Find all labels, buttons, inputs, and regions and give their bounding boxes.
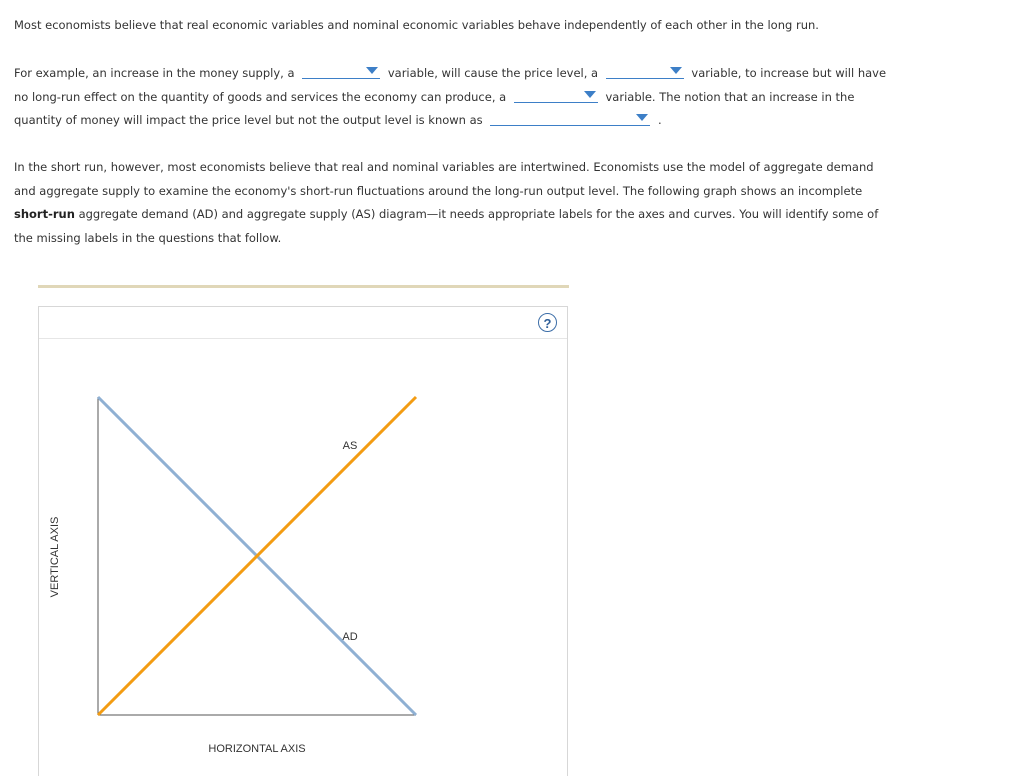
example-paragraph [14,62,886,133]
short-run-line-4: the missing labels in the questions that follow. [14,230,282,245]
notion-name-dropdown[interactable] [490,111,650,126]
ad-label: AD [342,631,358,643]
as-label: AS [342,440,358,452]
short-run-paragraph [14,156,878,250]
vertical-axis-label: VERTICAL AXIS [49,516,61,598]
output-quantity-dropdown[interactable] [514,88,598,103]
example-text-1b: variable, will cause the price level, a [387,66,599,80]
chevron-down-icon [584,91,596,98]
example-text-3a: quantity of money will impact the price level but not the output level is known as [14,113,483,127]
chevron-down-icon [366,67,378,74]
chevron-down-icon [670,67,682,74]
section-divider [38,285,569,288]
short-run-bold: short-run [14,207,75,221]
intro-sentence: Most economists believe that real economic variables and nominal economic variables behave independently of each other in the long run. [14,18,819,32]
ad-as-graph [39,307,569,777]
money-supply-dropdown[interactable] [302,64,380,79]
price-level-dropdown[interactable] [606,64,684,79]
example-text-2b: variable. The notion that an increase in the [605,89,855,104]
short-run-line-3: aggregate demand (AD) and aggregate supply (AS) diagram—it needs appropriate labels for the axes and curves. You will identify some of [74,207,879,221]
example-text-2a: no long-run effect on the quantity of goods and services the economy can produce, a [14,89,507,104]
horizontal-axis-label: HORIZONTAL AXIS [208,743,306,755]
help-icon[interactable]: ? [538,313,557,332]
example-text-1a: For example, an increase in the money supply, a [14,66,295,80]
short-run-line-1: In the short run, however, most economists believe that real and nominal variables are intertwined. Economists use the model of aggregate demand [14,160,874,174]
graph-panel [38,306,568,776]
chevron-down-icon [636,114,648,121]
short-run-line-2: and aggregate supply to examine the economy's short-run fluctuations around the long-run output level. The following graph shows an incomplete [14,183,863,198]
intro-text [14,14,819,38]
example-text-3-end: . [657,113,662,127]
example-text-1c: variable, to increase but will have [691,66,887,80]
